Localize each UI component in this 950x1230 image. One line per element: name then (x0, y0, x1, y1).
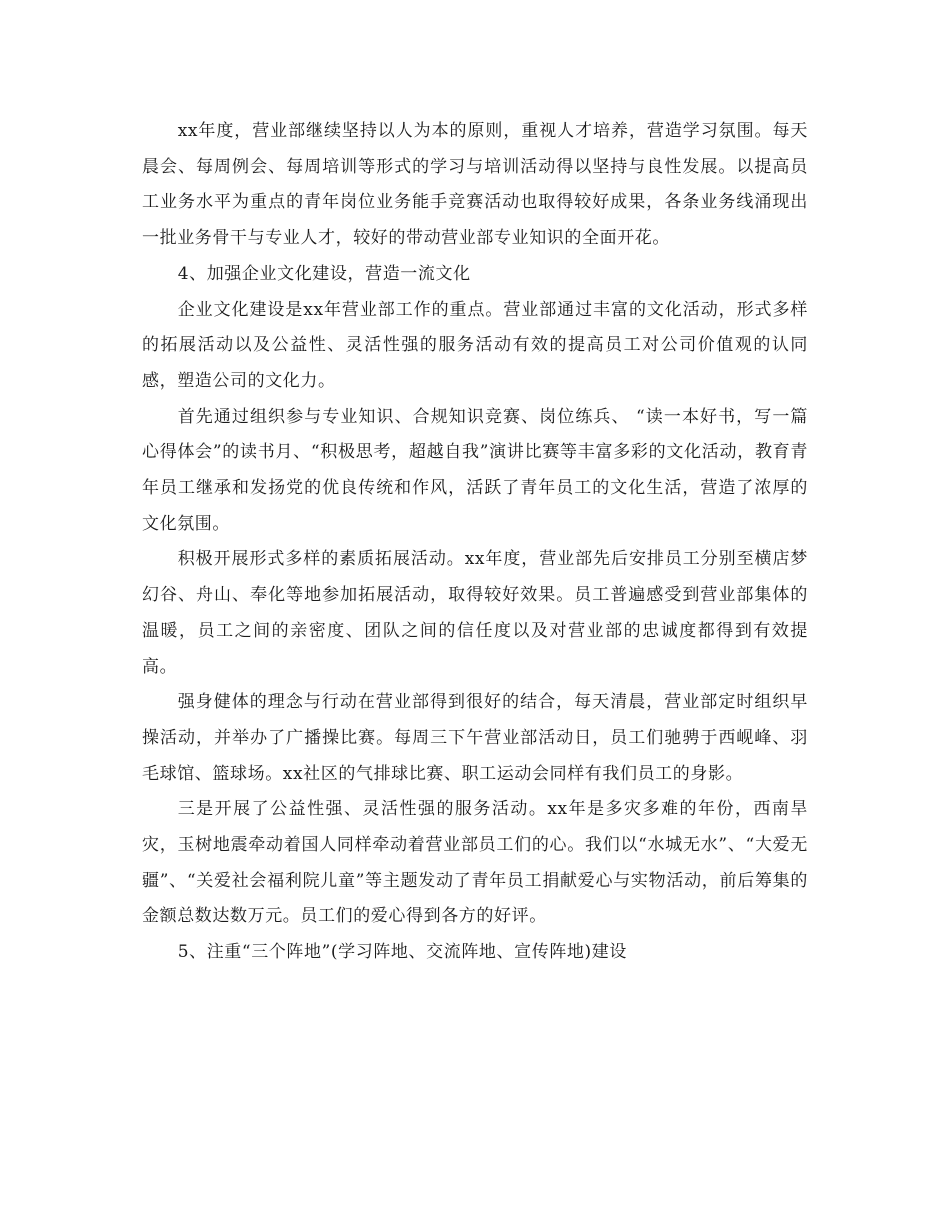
document-body (142, 114, 808, 971)
paragraph-culture-focus: 企业文化建设是xx年营业部工作的重点。营业部通过丰富的文化活动，形式多样的拓展活动以及公益性、灵活性强的服务活动有效的提高员工对公司价值观的认同感，塑造公司的文化力。 (142, 299, 808, 391)
paragraph-outward-bound: 积极开展形式多样的素质拓展活动。xx年度，营业部先后安排员工分别至横店梦幻谷、舟山、奉化等地参加拓展活动，取得较好效果。员工普遍感受到营业部集体的温暖，员工之间的亲密度、团队之间的信任度以及对营业部的忠诚度都得到有效提高。 (142, 549, 808, 677)
paragraph-cultural-activities: 首先通过组织参与专业知识、合规知识竞赛、岗位练兵、 “读一本好书，写一篇心得体会”的读书月、“积极思考，超越自我”演讲比赛等丰富多彩的文化活动，教育青年员工继承和发扬党的优良传统和作风，活跃了青年员工的文化生活，营造了浓厚的文化氛围。 (142, 406, 808, 534)
heading-three-fronts: 5、注重“三个阵地”(学习阵地、交流阵地、宣传阵地)建设 (177, 942, 627, 963)
paragraph-talent-training: xx年度，营业部继续坚持以人为本的原则，重视人才培养，营造学习氛围。每天晨会、每周例会、每周培训等形式的学习与培训活动得以坚持与良性发展。以提高员工业务水平为重点的青年岗位业务能手竞赛活动也取得较好成果，各条业务线涌现出一批业务骨干与专业人才，较好的带动营业部专业知识的全面开花。 (142, 121, 808, 249)
heading-corporate-culture: 4、加强企业文化建设，营造一流文化 (177, 263, 471, 284)
paragraph-fitness: 强身健体的理念与行动在营业部得到很好的结合，每天清晨，营业部定时组织早操活动，并举办了广播操比赛。每周三下午营业部活动日，员工们驰骋于西岘峰、羽毛球馆、篮球场。xx社区的气排球比赛、职工运动会同样有我们员工的身影。 (142, 692, 808, 784)
paragraph-charity: 三是开展了公益性强、灵活性强的服务活动。xx年是多灾多难的年份，西南旱灾，玉树地震牵动着国人同样牵动着营业部员工们的心。我们以“水城无水”、“大爱无疆”、“关爱社会福利院儿童”等主题发动了青年员工捐献爱心与实物活动，前后筹集的金额总数达数万元。员工们的爱心得到各方的好评。 (142, 799, 808, 927)
